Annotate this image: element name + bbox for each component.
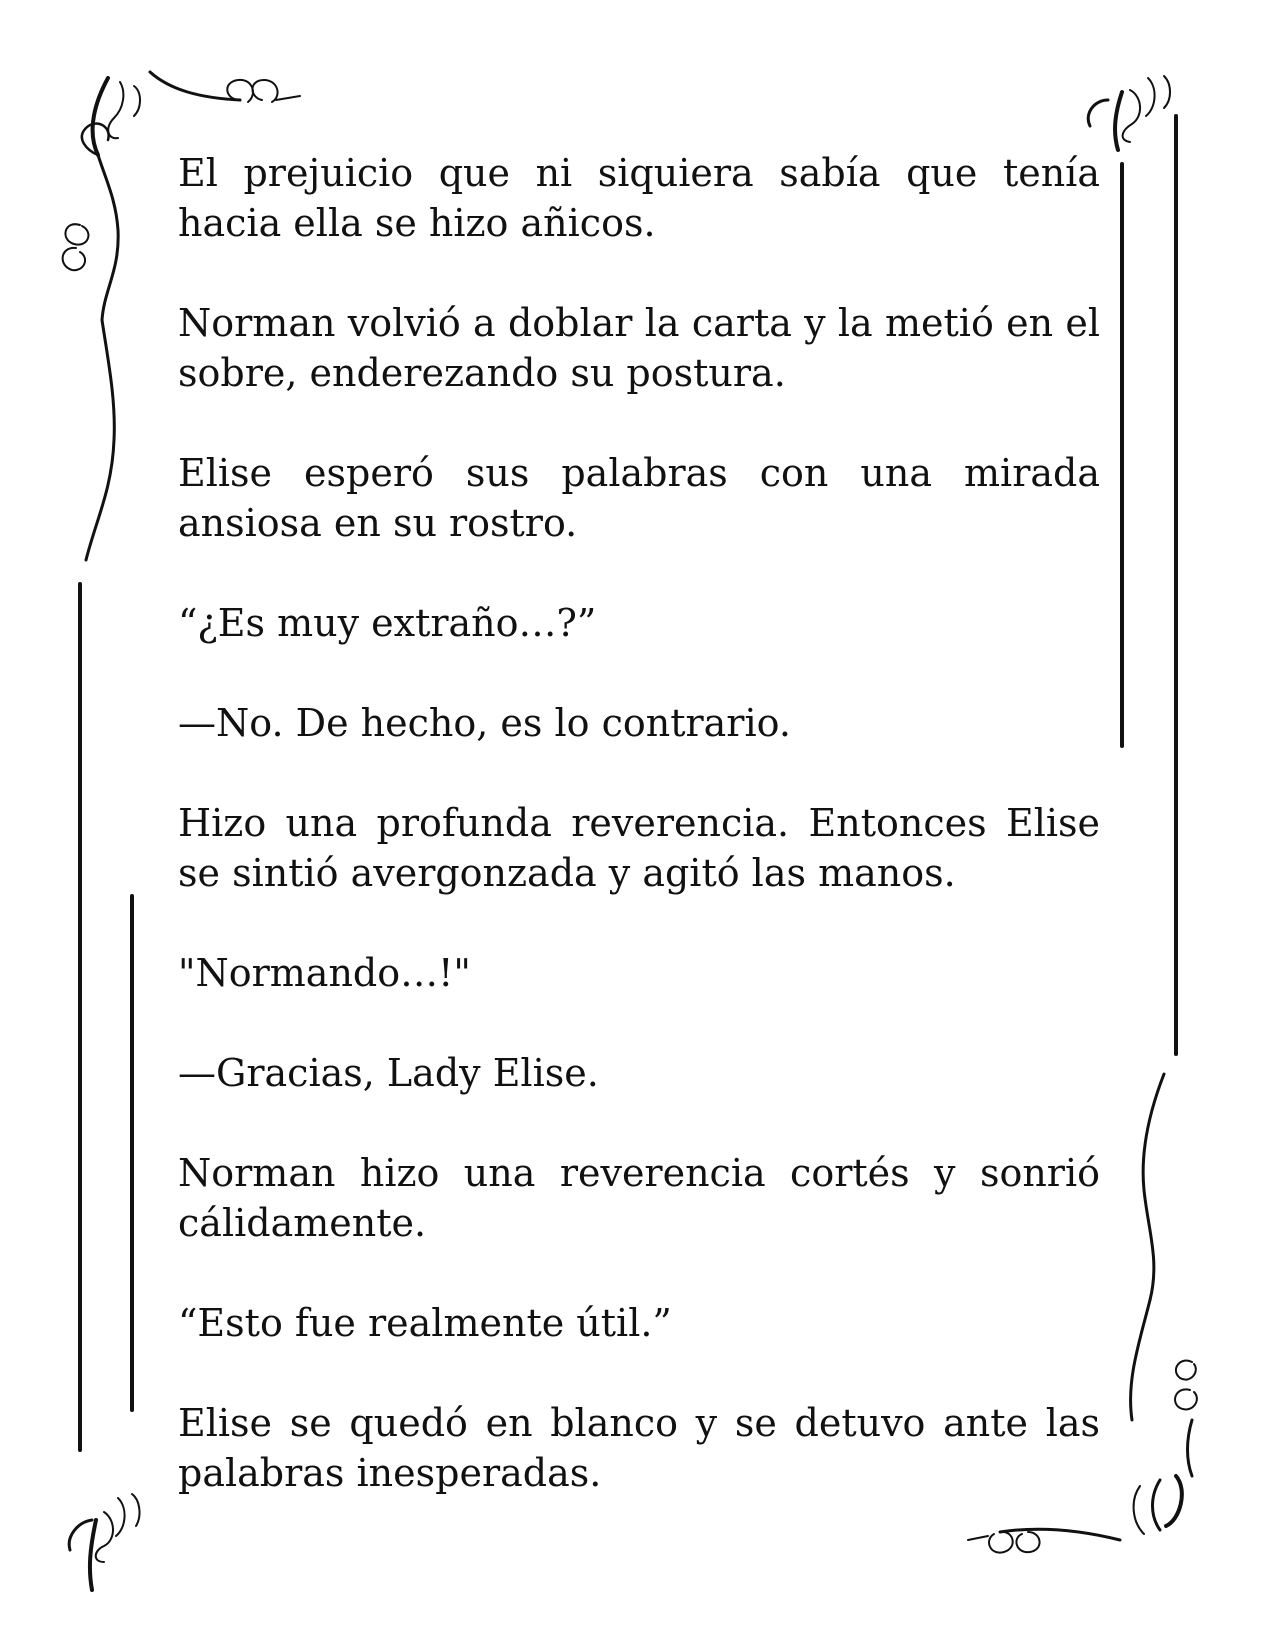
paragraph: Elise esperó sus palabras con una mirada ansiosa en su rostro.	[178, 451, 1100, 545]
paragraph: —No. De hecho, es lo contrario.	[178, 701, 791, 745]
body-text	[178, 148, 1100, 1548]
paragraph: Elise se quedó en blanco y se detuvo ante las palabras inesperadas.	[178, 1401, 1100, 1495]
paragraph: "Normando…!"	[178, 951, 471, 995]
paragraph: —Gracias, Lady Elise.	[178, 1051, 599, 1095]
paragraph: “¿Es muy extraño…?”	[178, 601, 597, 645]
top-right-flourish-icon	[1088, 76, 1170, 150]
paragraph: Hizo una profunda reverencia. Entonces Elise se sintió avergonzada y agitó las manos.	[178, 801, 1100, 895]
paragraph: Norman volvió a doblar la carta y la metió en el sobre, enderezando su postura.	[178, 301, 1100, 395]
paragraph: “Esto fue realmente útil.”	[178, 1301, 672, 1345]
paragraph: El prejuicio que ni siquiera sabía que tenía hacia ella se hizo añicos.	[178, 151, 1100, 245]
bottom-left-flourish-icon	[69, 1494, 139, 1590]
paragraph: Norman hizo una reverencia cortés y sonrió cálidamente.	[178, 1151, 1100, 1245]
